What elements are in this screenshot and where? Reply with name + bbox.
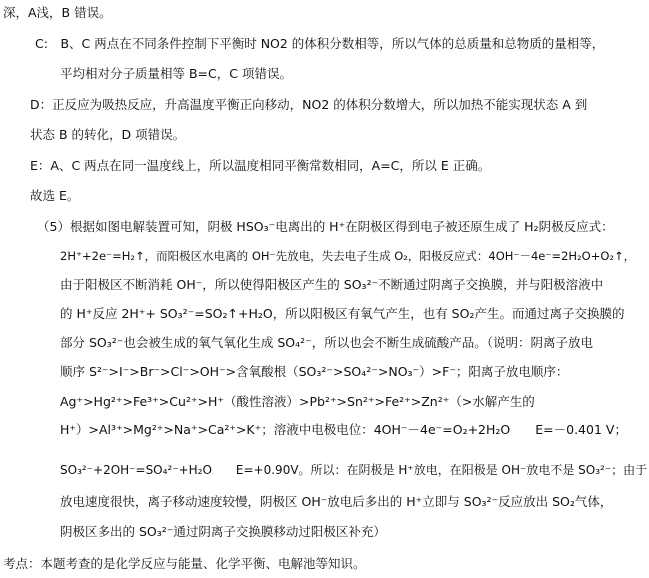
text-line-option-d-cont: 状态 B 的转化，D 项错误。 (30, 127, 186, 142)
text-line-potential-1: H⁺）>Al³⁺>Mg²⁺>Na⁺>Ca²⁺>K⁺；溶液中电极电位：4OH⁻－4e⁻=O₂+2H₂O E=－0.401 V； (60, 422, 627, 437)
text-line-part5-equations: 2H⁺+2e⁻=H₂↑，而阳极区水电离的 OH⁻先放电，失去电子生成 O₂，阳极反应式：4OH⁻－4e⁻=2H₂O+O₂↑， (60, 249, 636, 263)
text-line-part5-anode: 由于阳极区不断消耗 OH⁻，所以使得阳极区产生的 SO₃²⁻不断通过阴离子交换膜，并与阳极溶液中 (60, 277, 604, 292)
text-line-option-d: D：正反应为吸热反应，升高温度平衡正向移动，NO2 的体积分数增大，所以加热不能实现状态 A 到 (30, 97, 588, 112)
text-line-potential-2: SO₃²⁻+2OH⁻=SO₄²⁻+H₂O E=+0.90V。所以：在阴极是 H⁺放电，在阳极是 OH⁻放电不是 SO₃²⁻；由于 (60, 463, 648, 477)
text-line-cathode-supply: 阴极区多出的 SO₃²⁻通过阴离子交换膜移动过阳极区补充） (60, 524, 386, 539)
text-line-part5-reaction: 的 H⁺反应 2H⁺+ SO₃²⁻=SO₂↑+H₂O，所以阳极区有氧气产生，也有 SO₂产生。而通过离子交换膜的 (60, 306, 625, 321)
text-line-discharge-speed: 放电速度很快，离子移动速度较慢，阴极区 OH⁻放电后多出的 H⁺立即与 SO₃²⁻反应放出 SO₂气体， (60, 494, 613, 509)
text-line-cation-order: Ag⁺>Hg²⁺>Fe³⁺>Cu²⁺>H⁺（酸性溶液）>Pb²⁺>Sn²⁺>Fe²⁺>Zn²⁺（>水解产生的 (60, 394, 535, 409)
text-line-option-c: C: B、C 两点在不同条件控制下平衡时 NO2 的体积分数相等，所以气体的总质量和总物质的量相等， (35, 36, 605, 51)
text-line-part5-oxidation: 部分 SO₃²⁻也会被生成的氧气氧化生成 SO₄²⁻，所以也会不断生成硫酸产品。（说明：阴离子放电 (60, 335, 593, 350)
text-line-option-c-cont: 平均相对分子质量相等 B=C，C 项错误。 (60, 66, 292, 81)
text-line-option-e: E：A、C 两点在同一温度线上，所以温度相同平衡常数相同，A=C，所以 E 正确。 (30, 158, 491, 173)
text-line-a-shallow: 深，A浅，B 错误。 (3, 5, 112, 20)
text-line-part5-intro: （5）根据如图电解装置可知，阴极 HSO₃⁻电离出的 H⁺在阴极区得到电子被还原生成了 H₂阴极反应式： (37, 219, 614, 234)
text-line-key-points: 考点：本题考查的是化学反应与能量、化学平衡、电解池等知识。 (3, 556, 366, 571)
text-line-answer: 故选 E。 (30, 188, 80, 203)
text-line-anion-order: 顺序 S²⁻>I⁻>Br⁻>Cl⁻>OH⁻>含氧酸根（SO₃²⁻>SO₄²⁻>NO₃⁻）>F⁻；阳离子放电顺序： (60, 364, 569, 379)
